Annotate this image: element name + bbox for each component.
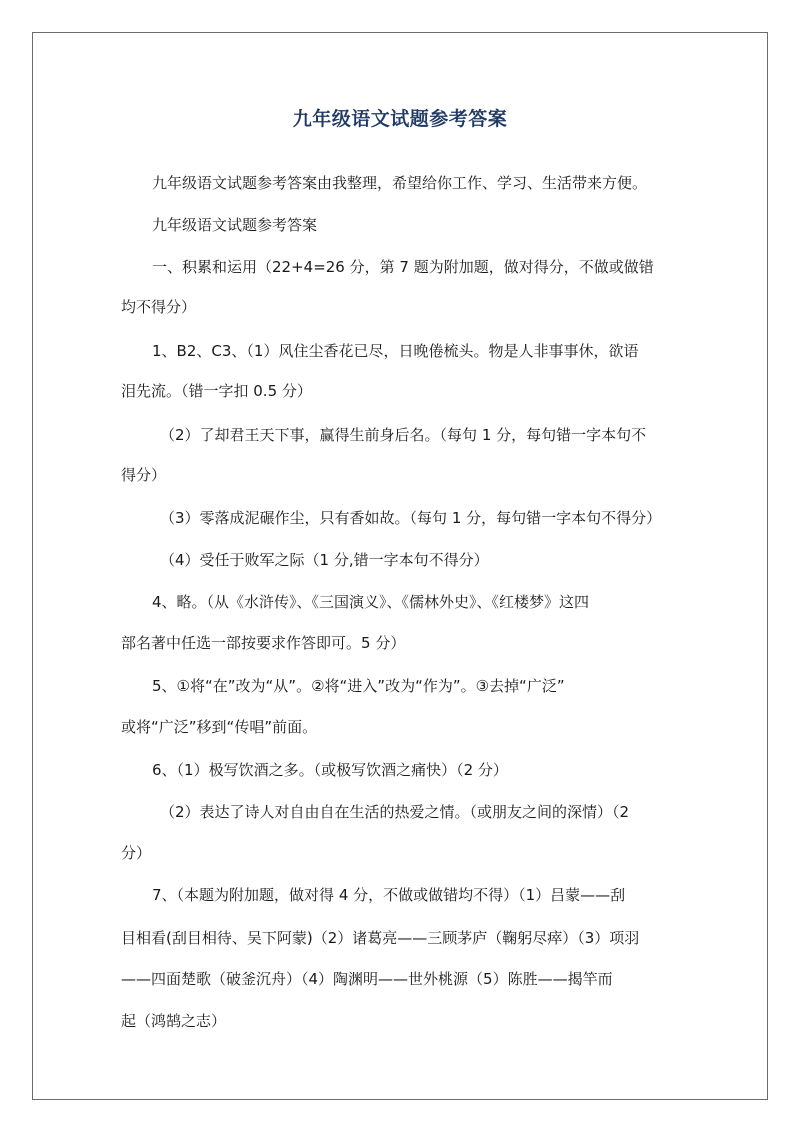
answer-6-2: （2）表达了诗人对自由自在生活的热爱之情。（或朋友之间的深情）（2: [160, 803, 630, 821]
answer-5-cont: 或将“广泛”移到“传唱”前面。: [121, 718, 318, 736]
section-1-heading: 一、积累和运用（22+4=26 分，第 7 题为附加题，做对得分，不做或做错: [152, 258, 654, 276]
answer-3-2-cont: 得分）: [121, 466, 167, 484]
answer-3-2: （2）了却君王天下事，赢得生前身后名。（每句 1 分，每句错一字本句不: [160, 426, 647, 444]
answer-6-2-cont: 分）: [121, 844, 152, 862]
intro-line: 九年级语文试题参考答案由我整理，希望给你工作、学习、生活带来方便。: [152, 174, 648, 192]
subtitle-line: 九年级语文试题参考答案: [152, 216, 318, 234]
page-title: 九年级语文试题参考答案: [292, 108, 508, 130]
answer-3-4: （4）受任于败军之际（1 分,错一字本句不得分）: [160, 551, 489, 569]
answer-4: 4、略。（从《水浒传》、《三国演义》、《儒林外史》、《红楼梦》这四: [152, 593, 590, 611]
answer-4-cont: 部名著中任选一部按要求作答即可。5 分）: [121, 634, 406, 652]
answer-5: 5、①将“在”改为“从”。②将“进入”改为“作为”。③去掉“广泛”: [152, 677, 565, 695]
section-1-heading-cont: 均不得分）: [121, 298, 197, 316]
answer-7-cont-2: ——四面楚歌（破釜沉舟）（4）陶渊明——世外桃源（5）陈胜——揭竿而: [121, 970, 613, 988]
answer-3-3: （3）零落成泥碾作尘，只有香如故。（每句 1 分，每句错一字本句不得分）: [160, 509, 662, 527]
answer-1-3-cont: 泪先流。（错一字扣 0.5 分）: [121, 382, 312, 400]
answer-7-cont-3: 起（鸿鹄之志）: [121, 1012, 227, 1030]
answer-7: 7、（本题为附加题，做对得 4 分，不做或做错均不得）（1）吕蒙——刮: [152, 886, 626, 904]
answer-1-3: 1、B2、C3、（1）风住尘香花已尽，日晚倦梳头。物是人非事事休，欲语: [152, 342, 639, 360]
answer-6-1: 6、（1）极写饮酒之多。（或极写饮酒之痛快）（2 分）: [152, 761, 508, 779]
answer-7-cont-1: 目相看(刮目相待、吴下阿蒙)（2）诸葛亮——三顾茅庐（鞠躬尽瘁）（3）项羽: [121, 929, 640, 947]
